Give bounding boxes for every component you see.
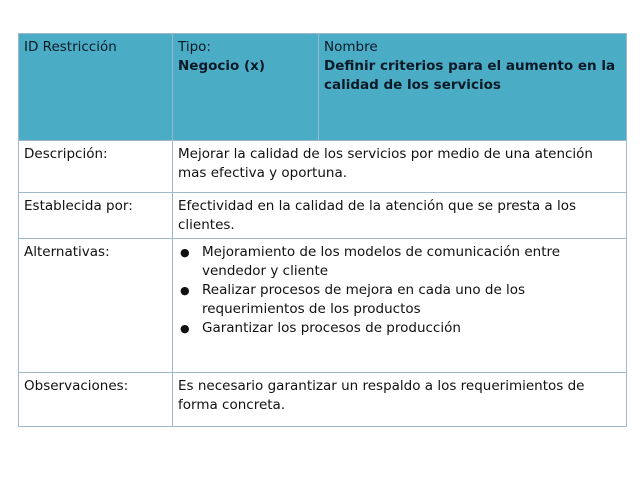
- establecida-label: Establecida por:: [19, 193, 173, 239]
- alternativas-row: [19, 239, 627, 373]
- descripcion-label: Descripción:: [19, 141, 173, 193]
- header-row: [19, 34, 627, 141]
- restriction-table: [18, 33, 627, 427]
- establecida-value: Efectividad en la calidad de la atención que se presta a los clientes.: [173, 193, 627, 239]
- tipo-cell: [173, 34, 319, 141]
- observaciones-value: Es necesario garantizar un respaldo a los requerimientos de forma concreta.: [173, 373, 627, 427]
- nombre-cell: [319, 34, 627, 141]
- bullet-icon: ●: [180, 284, 190, 297]
- id-restriccion-cell: [19, 34, 173, 141]
- tipo-value: Negocio (x): [178, 58, 266, 74]
- list-item: ● Garantizar los procesos de producción: [180, 320, 461, 336]
- descripcion-value: Mejorar la calidad de los servicios por medio de una atención mas efectiva y oportuna.: [173, 141, 627, 193]
- bullet-icon: ●: [180, 322, 190, 335]
- bullet-icon: ●: [180, 246, 190, 259]
- list-item: ● Mejoramiento de los modelos de comunicación entre vendedor y cliente: [180, 244, 561, 279]
- id-restriccion-label: ID Restricción: [24, 39, 117, 55]
- alternativas-list: [178, 243, 621, 338]
- nombre-value: Definir criterios para el aumento en la calidad de los servicios: [324, 58, 616, 93]
- tipo-label: Tipo:: [178, 39, 211, 55]
- alternativas-cell: [173, 239, 627, 373]
- list-item: ● Realizar procesos de mejora en cada uno de los requerimientos de los productos: [180, 282, 526, 317]
- observaciones-row: [19, 373, 627, 427]
- alternativas-label: Alternativas:: [19, 239, 173, 373]
- observaciones-label: Observaciones:: [19, 373, 173, 427]
- descripcion-row: [19, 141, 627, 193]
- nombre-label: Nombre: [324, 39, 378, 55]
- establecida-row: [19, 193, 627, 239]
